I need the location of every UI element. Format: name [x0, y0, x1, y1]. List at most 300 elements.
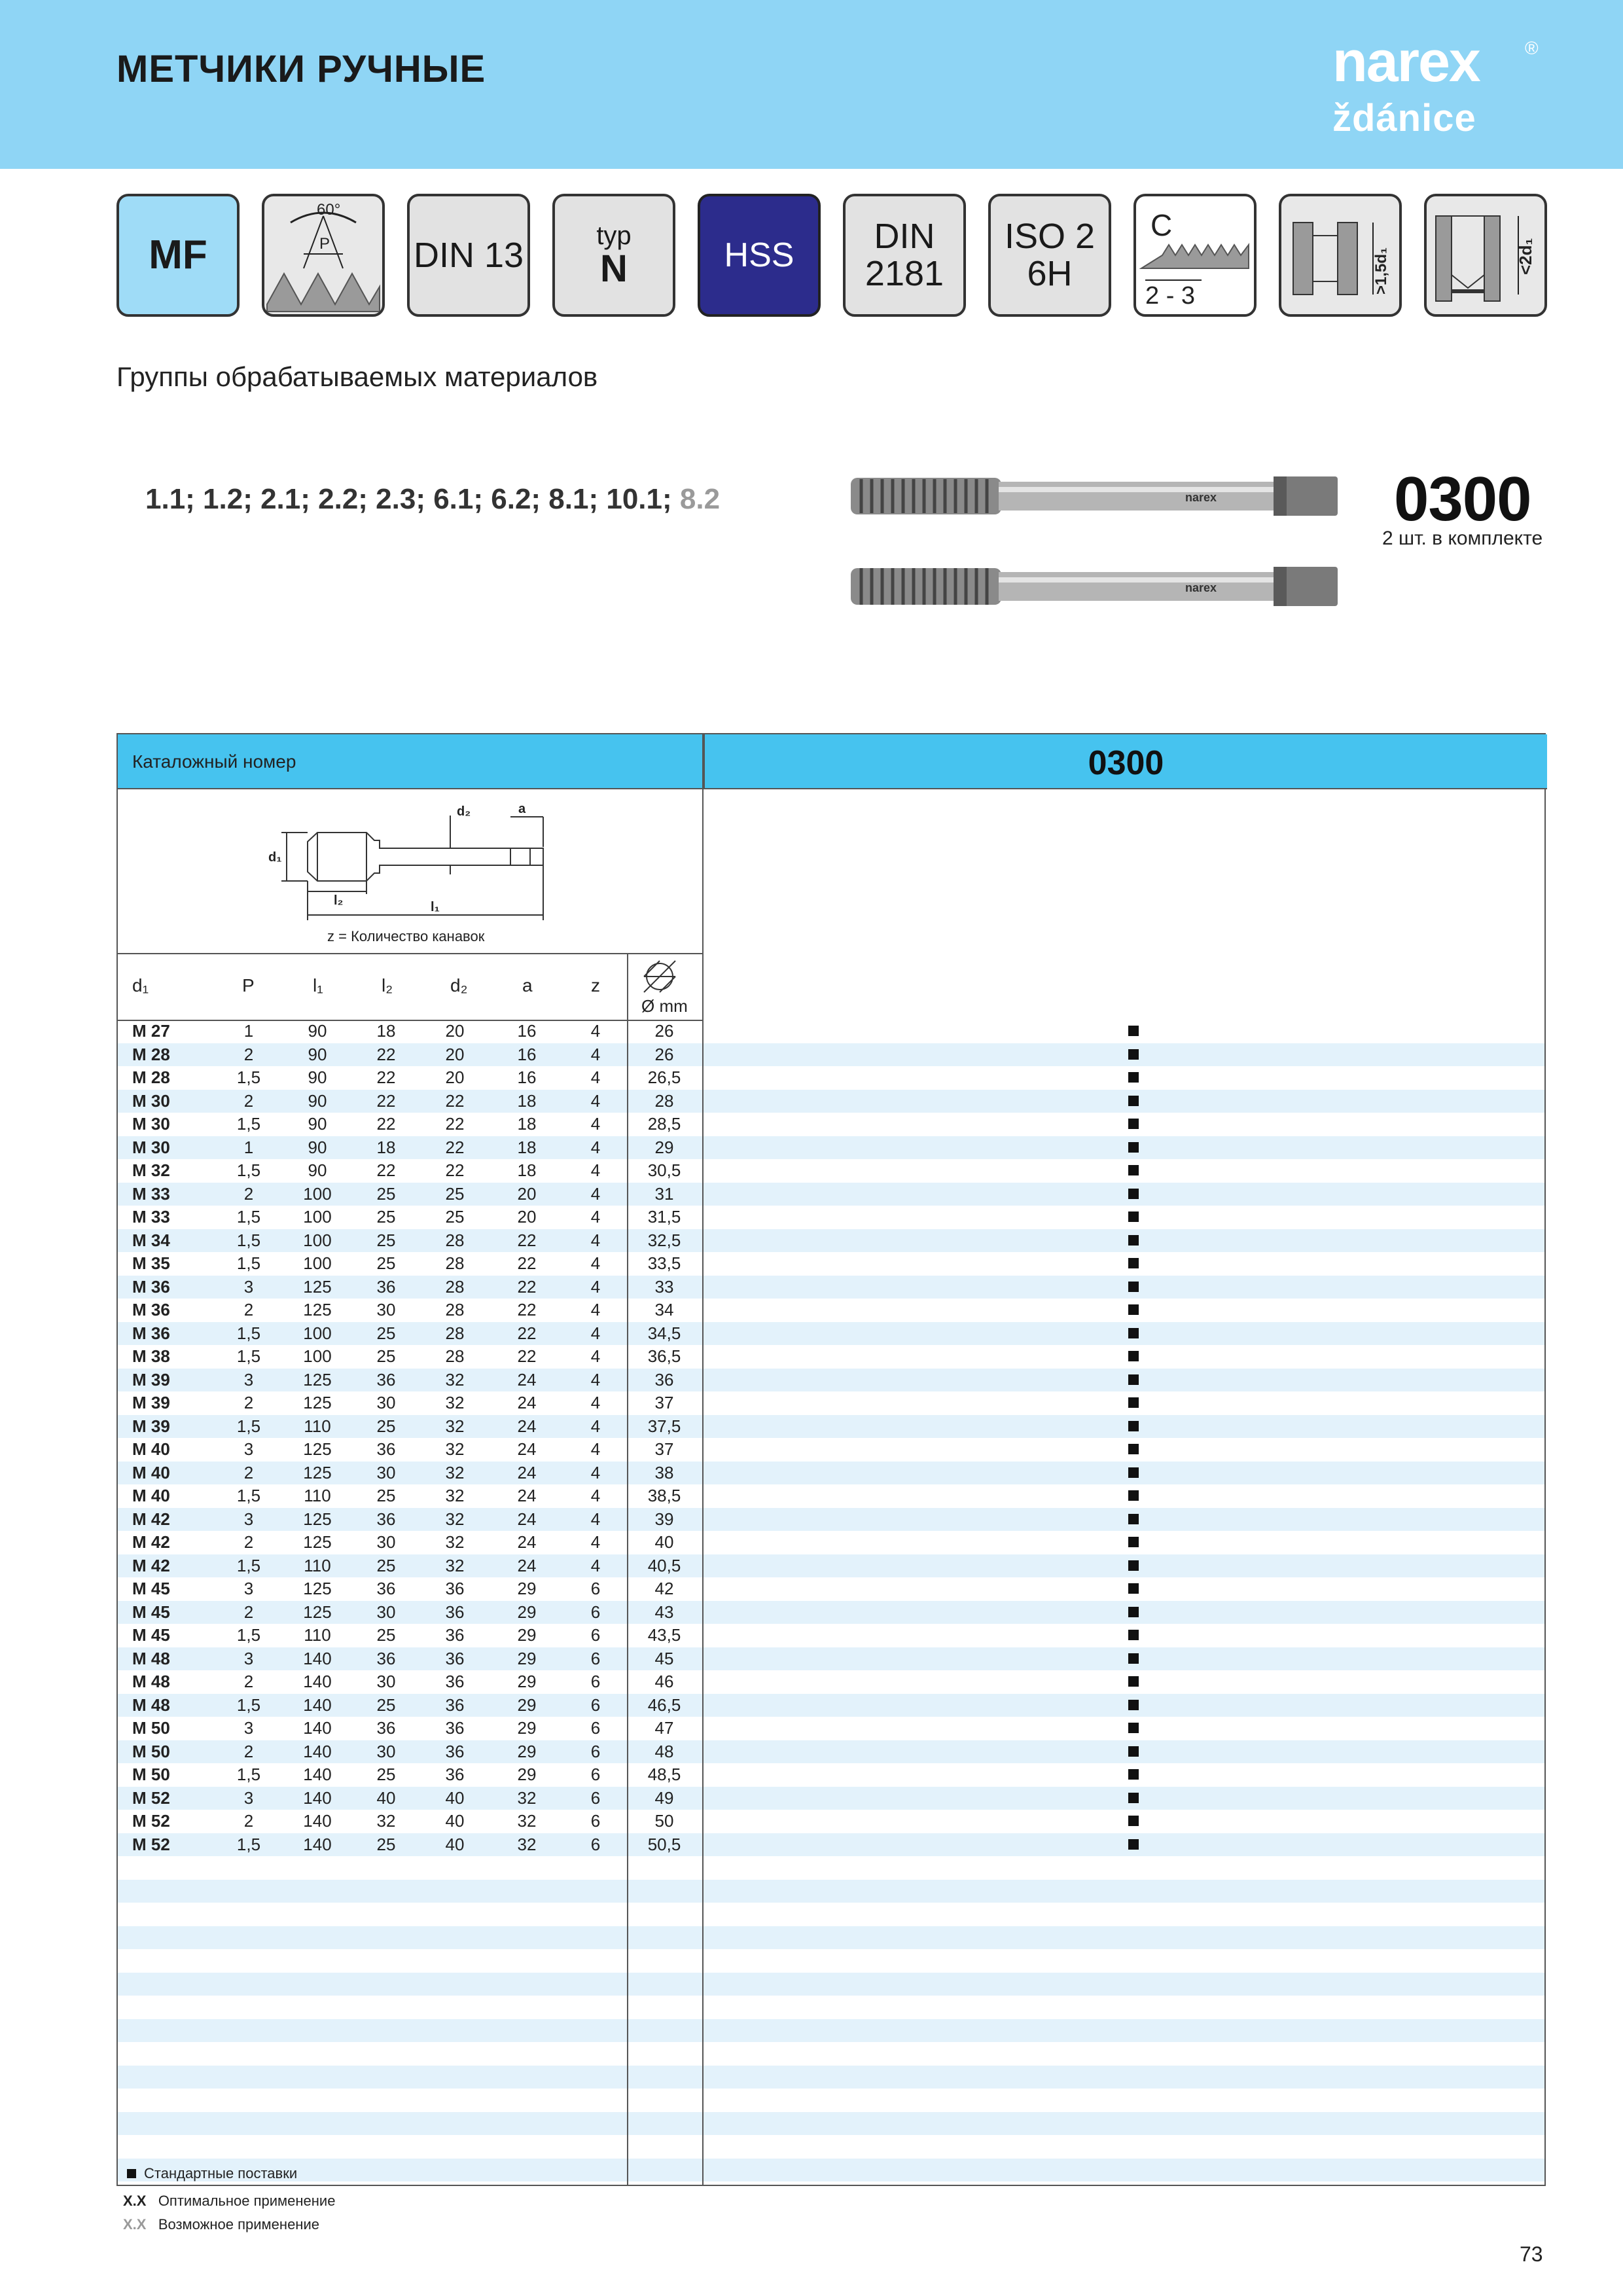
- cell-d1: M 52: [132, 1834, 170, 1854]
- cell-l2: 36: [376, 1439, 396, 1459]
- cell-pitch: 3: [243, 1718, 254, 1738]
- cell-l1: 110: [304, 1486, 331, 1505]
- col-d2: d₂: [450, 975, 468, 996]
- cell-d1: M 48: [132, 1695, 170, 1715]
- cell-drill: 48,5: [647, 1765, 681, 1784]
- table-row: [118, 1973, 1544, 1996]
- cell-d2: 36: [445, 1625, 465, 1645]
- cell-z: 4: [590, 1462, 601, 1482]
- cell-drill: 37: [654, 1393, 674, 1412]
- standard-delivery-mark-icon: [1128, 1421, 1139, 1431]
- cell-pitch: 1,5: [236, 1230, 261, 1250]
- col-l2: l₂: [382, 975, 393, 996]
- material-groups-possible: 8.2: [679, 483, 721, 515]
- cell-l1: 140: [303, 1741, 332, 1761]
- cell-z: 4: [590, 1393, 601, 1412]
- cell-l1: 90: [308, 1044, 327, 1064]
- cell-drill: 30,5: [647, 1160, 681, 1180]
- cell-l1: 100: [303, 1207, 332, 1227]
- standard-delivery-mark-icon: [1128, 1630, 1139, 1640]
- cell-z: 4: [590, 1486, 601, 1505]
- cell-a: 29: [517, 1648, 537, 1668]
- table-row: [118, 2135, 1544, 2159]
- cell-l1: 125: [303, 1602, 332, 1622]
- cell-d2: 36: [445, 1765, 465, 1784]
- table-row: [118, 1926, 1544, 1950]
- standard-delivery-mark-icon: [1128, 1723, 1139, 1733]
- cell-a: 24: [517, 1393, 537, 1412]
- tap-image-plug: [848, 563, 1346, 610]
- cell-z: 6: [590, 1718, 601, 1738]
- cell-pitch: 2: [243, 1602, 254, 1622]
- table-row: [118, 1833, 1544, 1857]
- cell-d2: 28: [445, 1230, 465, 1250]
- cell-pitch: 1,5: [236, 1346, 261, 1366]
- material-groups-label: Группы обрабатываемых материалов: [116, 361, 598, 392]
- table-row: [118, 1694, 1544, 1717]
- cell-d1: M 28: [132, 1067, 170, 1087]
- cell-pitch: 1,5: [236, 1114, 261, 1134]
- cell-d2: 22: [445, 1137, 465, 1157]
- cell-l1: 125: [303, 1300, 332, 1319]
- standard-delivery-mark-icon: [1128, 1235, 1139, 1246]
- cell-a: 29: [517, 1765, 537, 1784]
- cell-d2: 32: [445, 1439, 465, 1459]
- chamfer-threads-label: 2 - 3: [1145, 282, 1196, 310]
- cell-d2: 22: [445, 1160, 465, 1180]
- thread-angle-label: 60°: [317, 201, 341, 219]
- col-pitch: P: [242, 975, 255, 996]
- cell-drill: 26: [654, 1044, 674, 1064]
- cell-l2: 25: [376, 1555, 396, 1575]
- cell-pitch: 2: [243, 1741, 254, 1761]
- cell-d1: M 40: [132, 1439, 170, 1459]
- table-row: [118, 1322, 1544, 1346]
- badge-din2181-line2: 2181: [865, 254, 944, 293]
- cell-l1: 125: [303, 1439, 332, 1459]
- cell-l1: 100: [303, 1253, 332, 1273]
- badge-type-n: [552, 194, 675, 317]
- badge-iso-line2: 6H: [1027, 254, 1073, 293]
- cell-a: 22: [517, 1253, 537, 1273]
- standard-delivery-mark-icon: [1128, 1211, 1139, 1222]
- cell-l2: 30: [376, 1672, 396, 1691]
- cell-drill: 33,5: [647, 1253, 681, 1273]
- table-row: [118, 1066, 1544, 1090]
- thread-pitch-label: P: [319, 235, 330, 253]
- cell-l1: 140: [303, 1811, 332, 1831]
- badge-type-label: typ: [596, 221, 632, 250]
- cell-d1: M 48: [132, 1672, 170, 1691]
- cell-a: 20: [517, 1207, 537, 1227]
- cell-drill: 38: [654, 1462, 674, 1482]
- logo-text-zdanice: ždánice: [1332, 97, 1476, 139]
- standard-delivery-mark-icon: [1128, 1049, 1139, 1060]
- cell-drill: 43: [654, 1602, 674, 1622]
- cell-a: 22: [517, 1230, 537, 1250]
- cell-d2: 32: [445, 1555, 465, 1575]
- cell-d1: M 50: [132, 1741, 170, 1761]
- col-l1: l₁: [313, 975, 323, 996]
- standard-delivery-mark-icon: [1128, 1258, 1139, 1268]
- cell-drill: 32,5: [647, 1230, 681, 1250]
- cell-a: 16: [517, 1067, 537, 1087]
- cell-pitch: 2: [243, 1462, 254, 1482]
- table-row: [118, 1415, 1544, 1439]
- table-row: [118, 1043, 1544, 1067]
- cell-a: 24: [517, 1369, 537, 1390]
- standard-delivery-mark-icon: [1128, 1769, 1139, 1780]
- cell-d1: M 30: [132, 1090, 170, 1111]
- registered-mark: ®: [1525, 38, 1539, 58]
- cell-d2: 32: [445, 1532, 465, 1552]
- standard-delivery-mark-icon: [1128, 1374, 1139, 1385]
- cell-l2: 18: [376, 1137, 396, 1157]
- cell-pitch: 1,5: [236, 1416, 261, 1436]
- cell-drill: 26: [654, 1021, 674, 1041]
- cell-z: 4: [590, 1021, 601, 1041]
- table-row: [118, 1810, 1544, 1833]
- cell-z: 4: [590, 1369, 601, 1390]
- cell-z: 4: [590, 1323, 601, 1343]
- tap-image-taper: [848, 473, 1346, 520]
- cell-d2: 20: [445, 1067, 465, 1087]
- cell-a: 22: [517, 1323, 537, 1343]
- cell-z: 6: [590, 1625, 601, 1645]
- cell-a: 32: [517, 1787, 537, 1808]
- cell-a: 18: [517, 1114, 537, 1134]
- cell-l1: 125: [303, 1276, 332, 1297]
- cell-d2: 40: [445, 1811, 465, 1831]
- cell-a: 18: [517, 1160, 537, 1180]
- cell-drill: 50: [654, 1811, 674, 1831]
- legend-optimal-label: Оптимальное применение: [158, 2193, 336, 2209]
- cell-pitch: 2: [243, 1044, 254, 1064]
- cell-l1: 110: [304, 1416, 331, 1436]
- cell-d2: 40: [445, 1787, 465, 1808]
- cell-l1: 125: [303, 1462, 332, 1482]
- cell-drill: 40: [654, 1532, 674, 1552]
- cell-a: 29: [517, 1625, 537, 1645]
- cell-drill: 39: [654, 1509, 674, 1529]
- blind-hole-icon: [1427, 196, 1544, 314]
- badge-din2181-line1: DIN: [874, 217, 935, 257]
- table-row: [118, 1670, 1544, 1694]
- cell-a: 22: [517, 1346, 537, 1366]
- cell-pitch: 1,5: [236, 1834, 261, 1854]
- standard-delivery-mark-icon: [1128, 1839, 1139, 1850]
- cell-d2: 36: [445, 1695, 465, 1715]
- cell-l2: 25: [376, 1323, 396, 1343]
- narex-logo: [1329, 29, 1544, 149]
- standard-delivery-mark-icon: [1128, 1189, 1139, 1199]
- cell-d2: 20: [445, 1021, 465, 1041]
- cell-d2: 36: [445, 1648, 465, 1668]
- cell-z: 6: [590, 1741, 601, 1761]
- main-column-divider: [702, 734, 704, 2185]
- badge-din13: [407, 194, 530, 317]
- cell-a: 16: [517, 1044, 537, 1064]
- tap-brand-label: narex: [1185, 491, 1217, 504]
- cell-d1: M 39: [132, 1369, 170, 1390]
- cell-d2: 36: [445, 1672, 465, 1691]
- cell-a: 22: [517, 1300, 537, 1319]
- cell-a: 24: [517, 1439, 537, 1459]
- cell-drill: 48: [654, 1741, 674, 1761]
- cell-pitch: 1,5: [236, 1486, 261, 1505]
- cell-l1: 110: [304, 1625, 331, 1645]
- table-row: [118, 1391, 1544, 1415]
- tap-brand-label: narex: [1185, 581, 1217, 594]
- badge-type-value: N: [600, 247, 628, 290]
- standard-delivery-mark-icon: [1128, 1793, 1139, 1803]
- table-row: [118, 1113, 1544, 1136]
- cell-d1: M 30: [132, 1137, 170, 1157]
- cell-l2: 25: [376, 1207, 396, 1227]
- cell-z: 4: [590, 1532, 601, 1552]
- cell-pitch: 3: [243, 1439, 254, 1459]
- cell-l1: 140: [303, 1695, 332, 1715]
- cell-l1: 140: [303, 1765, 332, 1784]
- table-row: [118, 1647, 1544, 1671]
- cell-d1: M 36: [132, 1300, 170, 1319]
- table-row: [118, 1903, 1544, 1926]
- cell-l2: 25: [376, 1486, 396, 1505]
- table-row: [118, 1159, 1544, 1183]
- blind-hole-label: <2d₁: [1516, 238, 1535, 275]
- cell-d1: M 50: [132, 1765, 170, 1784]
- cell-a: 29: [517, 1718, 537, 1738]
- standard-delivery-mark-icon: [1128, 1282, 1139, 1292]
- cell-d1: M 40: [132, 1486, 170, 1505]
- standard-delivery-mark-icon: [1128, 1560, 1139, 1571]
- table-row: [118, 1438, 1544, 1462]
- cell-l2: 30: [376, 1393, 396, 1412]
- standard-delivery-mark-icon: [1128, 1026, 1139, 1036]
- cell-a: 24: [517, 1555, 537, 1575]
- cell-z: 6: [590, 1695, 601, 1715]
- table-row: [118, 1462, 1544, 1485]
- cell-d2: 20: [445, 1044, 465, 1064]
- catalog-code: 0300: [1088, 744, 1164, 782]
- cell-z: 4: [590, 1276, 601, 1297]
- cell-z: 4: [590, 1090, 601, 1111]
- cell-l2: 22: [376, 1090, 396, 1111]
- legend-optimal: [123, 2193, 335, 2210]
- cell-l2: 32: [376, 1811, 396, 1831]
- cell-l2: 30: [376, 1602, 396, 1622]
- cell-d2: 32: [445, 1486, 465, 1505]
- table-row: [118, 1299, 1544, 1322]
- cell-l1: 110: [304, 1555, 331, 1575]
- cell-drill: 37: [654, 1439, 674, 1459]
- cell-l2: 36: [376, 1276, 396, 1297]
- logo-text-narex: narex: [1332, 29, 1480, 94]
- flute-count-caption: z = Количество канавок: [327, 928, 485, 944]
- cell-drill: 46,5: [647, 1695, 681, 1715]
- cell-z: 4: [590, 1067, 601, 1087]
- cell-d1: M 39: [132, 1416, 170, 1436]
- cell-l1: 125: [303, 1509, 332, 1529]
- cell-z: 4: [590, 1509, 601, 1529]
- cell-a: 29: [517, 1741, 537, 1761]
- cell-drill: 34,5: [647, 1323, 681, 1343]
- cell-d2: 36: [445, 1579, 465, 1598]
- cell-z: 6: [590, 1602, 601, 1622]
- drill-column-divider: [627, 954, 628, 2185]
- cell-d1: M 42: [132, 1509, 170, 1529]
- cell-d1: M 34: [132, 1230, 170, 1250]
- cell-l2: 22: [376, 1160, 396, 1180]
- cell-a: 29: [517, 1602, 537, 1622]
- cell-pitch: 1,5: [236, 1160, 261, 1180]
- cell-z: 4: [590, 1230, 601, 1250]
- cell-l1: 140: [303, 1648, 332, 1668]
- cell-pitch: 1: [243, 1137, 254, 1157]
- standard-delivery-mark-icon: [127, 2169, 136, 2178]
- cell-d1: M 28: [132, 1044, 170, 1064]
- cell-a: 18: [517, 1137, 537, 1157]
- cell-l1: 140: [303, 1834, 332, 1854]
- cell-d1: M 27: [132, 1021, 170, 1041]
- diagram-a-label: a: [518, 802, 526, 816]
- cell-pitch: 1,5: [236, 1253, 261, 1273]
- cell-d1: M 52: [132, 1811, 170, 1831]
- cell-drill: 28: [654, 1090, 674, 1111]
- cell-l2: 40: [376, 1787, 396, 1808]
- standard-delivery-mark-icon: [1128, 1119, 1139, 1129]
- cell-l2: 30: [376, 1300, 396, 1319]
- cell-d2: 22: [445, 1090, 465, 1111]
- cell-z: 6: [590, 1834, 601, 1854]
- legend-possible-label: Возможное применение: [158, 2216, 319, 2233]
- cell-d2: 28: [445, 1346, 465, 1366]
- badge-through-hole: [1279, 194, 1402, 317]
- cell-d2: 28: [445, 1323, 465, 1343]
- cell-z: 6: [590, 1787, 601, 1808]
- cell-d1: M 35: [132, 1253, 170, 1273]
- cell-l1: 140: [303, 1672, 332, 1691]
- cell-a: 24: [517, 1509, 537, 1529]
- cell-l1: 100: [303, 1346, 332, 1366]
- table-row: [118, 1996, 1544, 2019]
- cell-a: 29: [517, 1695, 537, 1715]
- cell-a: 29: [517, 1579, 537, 1598]
- table-row: [118, 1624, 1544, 1647]
- cell-l1: 125: [303, 1532, 332, 1552]
- page-number: 73: [1520, 2242, 1543, 2266]
- cell-a: 22: [517, 1276, 537, 1297]
- cell-pitch: 2: [243, 1672, 254, 1691]
- standard-delivery-mark-icon: [1128, 1676, 1139, 1687]
- cell-l2: 36: [376, 1579, 396, 1598]
- cell-pitch: 2: [243, 1393, 254, 1412]
- table-row: [118, 1763, 1544, 1787]
- table-row: [118, 1276, 1544, 1299]
- cell-d1: M 48: [132, 1648, 170, 1668]
- table-row: [118, 1136, 1544, 1160]
- cell-drill: 36: [654, 1369, 674, 1390]
- col-drill-unit: Ø mm: [641, 996, 688, 1016]
- cell-z: 4: [590, 1160, 601, 1180]
- cell-l1: 90: [308, 1090, 327, 1111]
- cell-l2: 25: [376, 1253, 396, 1273]
- cell-l2: 25: [376, 1834, 396, 1854]
- badge-din13-label: DIN 13: [413, 235, 524, 275]
- cell-a: 32: [517, 1834, 537, 1854]
- cell-pitch: 1: [243, 1021, 254, 1041]
- cell-z: 4: [590, 1439, 601, 1459]
- standard-delivery-mark-icon: [1128, 1514, 1139, 1524]
- cell-l2: 25: [376, 1346, 396, 1366]
- table-row: [118, 1787, 1544, 1810]
- standard-delivery-mark-icon: [1128, 1165, 1139, 1175]
- cell-z: 4: [590, 1253, 601, 1273]
- cell-l1: 100: [303, 1183, 332, 1204]
- standard-delivery-mark-icon: [1128, 1816, 1139, 1826]
- standard-delivery-mark-icon: [1128, 1490, 1139, 1501]
- cell-a: 24: [517, 1462, 537, 1482]
- cell-d1: M 52: [132, 1787, 170, 1808]
- tap-dimension-diagram: [118, 789, 704, 954]
- cell-l2: 22: [376, 1044, 396, 1064]
- cell-l1: 90: [308, 1114, 327, 1134]
- cell-drill: 37,5: [647, 1416, 681, 1436]
- cell-pitch: 2: [243, 1532, 254, 1552]
- catalog-code-header: [704, 734, 1547, 789]
- cell-d2: 32: [445, 1416, 465, 1436]
- chamfer-icon: [1136, 196, 1254, 314]
- cell-d2: 36: [445, 1602, 465, 1622]
- cell-z: 4: [590, 1300, 601, 1319]
- cell-a: 18: [517, 1090, 537, 1111]
- cell-l2: 30: [376, 1532, 396, 1552]
- table-row: [118, 1880, 1544, 1903]
- cell-d1: M 32: [132, 1160, 170, 1180]
- cell-l2: 22: [376, 1114, 396, 1134]
- cell-d2: 36: [445, 1741, 465, 1761]
- cell-a: 32: [517, 1811, 537, 1831]
- cell-a: 24: [517, 1486, 537, 1505]
- cell-l2: 25: [376, 1416, 396, 1436]
- cell-pitch: 1,5: [236, 1695, 261, 1715]
- col-a: a: [522, 975, 533, 996]
- cell-l2: 36: [376, 1648, 396, 1668]
- cell-l1: 90: [308, 1137, 327, 1157]
- cell-l2: 30: [376, 1741, 396, 1761]
- cell-d1: M 40: [132, 1462, 170, 1482]
- table-row: [118, 1229, 1544, 1253]
- page-header: [0, 0, 1623, 169]
- cell-d1: M 30: [132, 1114, 170, 1134]
- diagram-d2-label: d₂: [457, 804, 471, 819]
- cell-d2: 40: [445, 1834, 465, 1854]
- cell-a: 24: [517, 1416, 537, 1436]
- cell-l2: 36: [376, 1509, 396, 1529]
- cell-drill: 28,5: [647, 1114, 681, 1134]
- cell-d2: 32: [445, 1462, 465, 1482]
- table-row: [118, 1183, 1544, 1206]
- cell-d2: 28: [445, 1300, 465, 1319]
- cell-drill: 46: [654, 1672, 674, 1691]
- cell-drill: 36,5: [647, 1346, 681, 1366]
- diagram-l1-label: l₁: [431, 900, 440, 914]
- cell-z: 6: [590, 1811, 601, 1831]
- legend-optimal-mark: X.X: [123, 2193, 147, 2209]
- standard-delivery-mark-icon: [1128, 1304, 1139, 1315]
- cell-d1: M 42: [132, 1532, 170, 1552]
- cell-l2: 18: [376, 1021, 396, 1041]
